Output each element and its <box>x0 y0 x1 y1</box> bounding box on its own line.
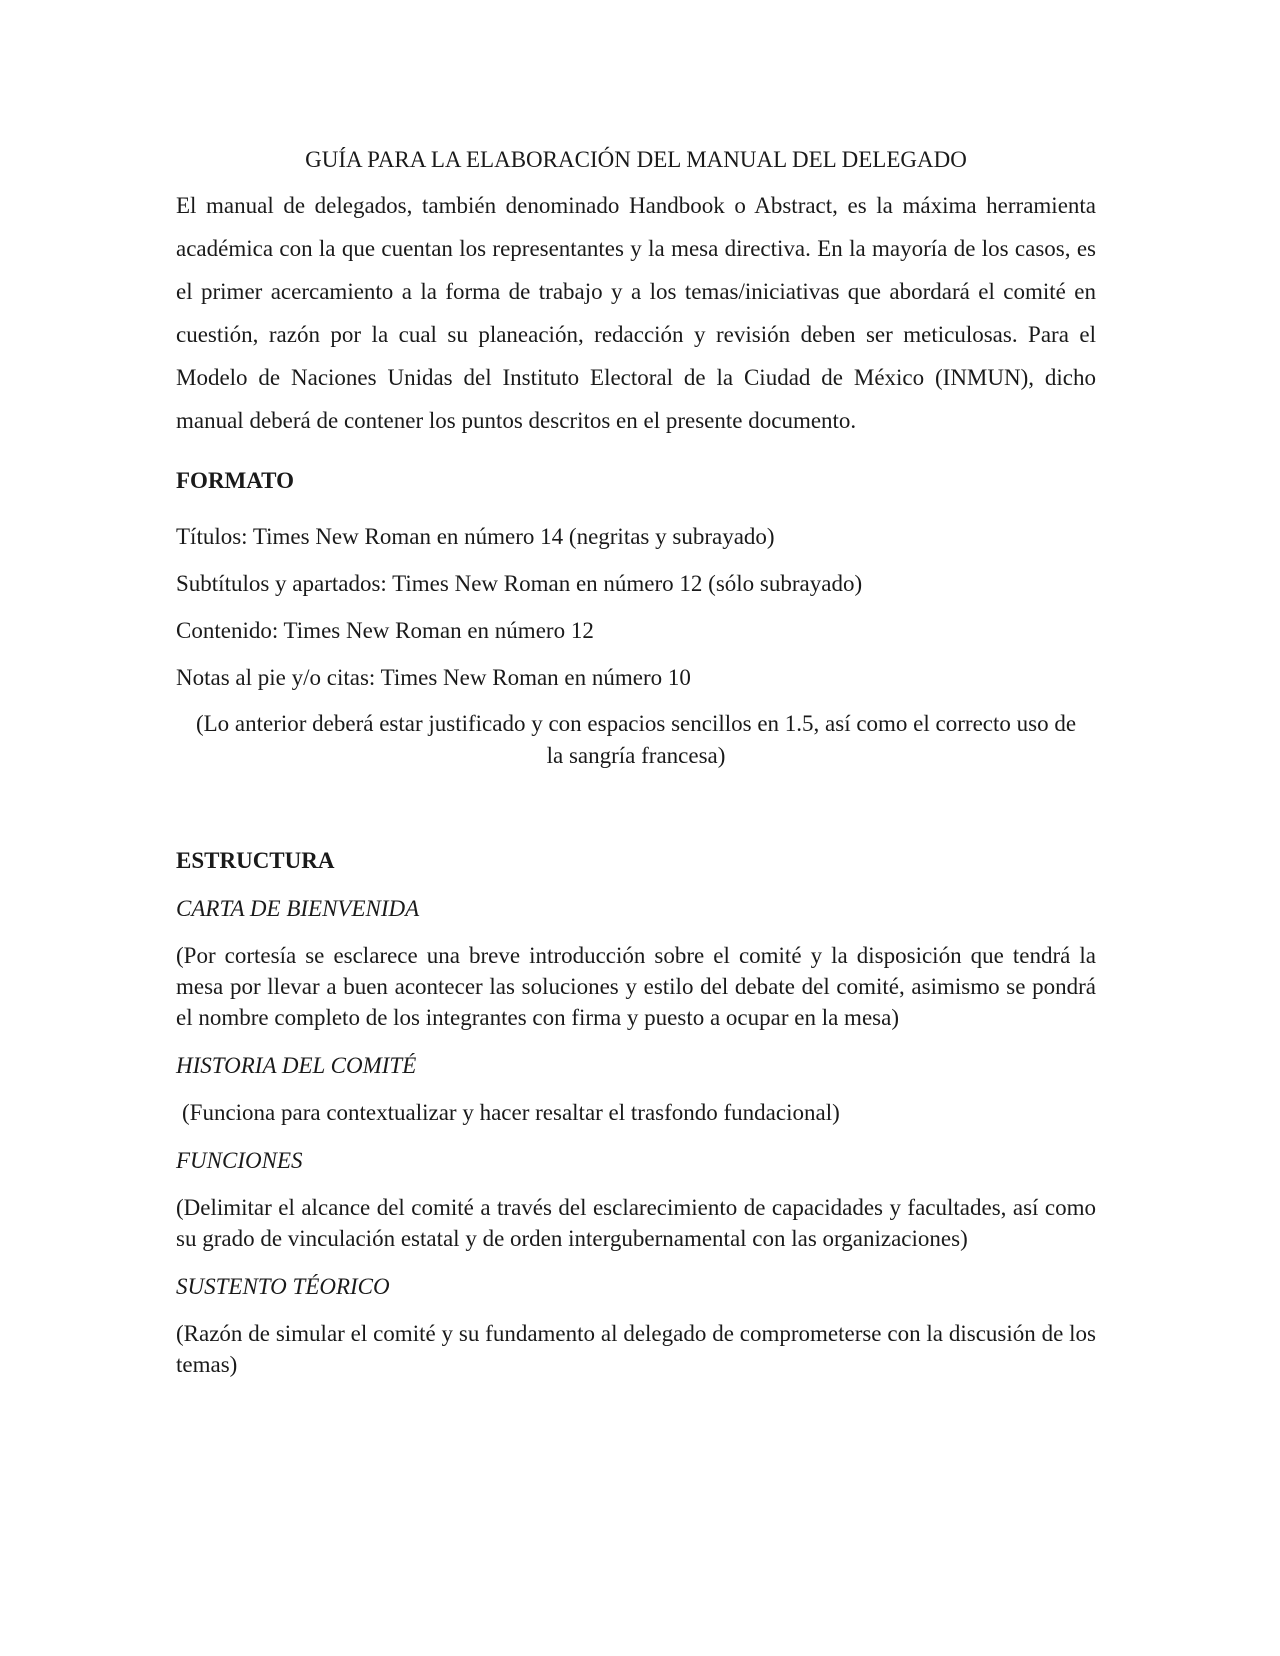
section-title-historia: HISTORIA DEL COMITÉ <box>176 1053 417 1078</box>
format-line-titulos: Títulos: Times New Roman en número 14 (negritas y subrayado) <box>176 524 775 549</box>
section-text-funciones: (Delimitar el alcance del comité a través del esclarecimiento de capacidades y facultades, así como su grado de vinculación estatal y de orden intergubernamental con las organizaciones) <box>176 1195 1096 1251</box>
section-title-funciones: FUNCIONES <box>176 1148 303 1173</box>
format-line-subtitulos: Subtítulos y apartados: Times New Roman en número 12 (sólo subrayado) <box>176 571 863 596</box>
estructura-heading: ESTRUCTURA <box>176 848 335 873</box>
section-text-historia: (Funciona para contextualizar y hacer resaltar el trasfondo fundacional) <box>182 1100 840 1125</box>
section-title-carta: CARTA DE BIENVENIDA <box>176 896 420 921</box>
document-title: GUÍA PARA LA ELABORACIÓN DEL MANUAL DEL DELEGADO <box>305 147 967 172</box>
format-line-contenido: Contenido: Times New Roman en número 12 <box>176 618 594 643</box>
page-content <box>176 142 1096 1380</box>
section-text-sustento: (Razón de simular el comité y su fundamento al delegado de comprometerse con la discusión de los temas) <box>176 1321 1096 1377</box>
section-title-sustento: SUSTENTO TÉORICO <box>176 1274 390 1299</box>
formato-heading: FORMATO <box>176 468 294 493</box>
format-note: (Lo anterior deberá estar justificado y con espacios sencillos en 1.5, así como el correcto uso de la sangría francesa) <box>195 711 1077 768</box>
format-line-notas: Notas al pie y/o citas: Times New Roman en número 10 <box>176 665 691 690</box>
section-text-carta: (Por cortesía se esclarece una breve introducción sobre el comité y la disposición que tendrá la mesa por llevar a buen acontecer las soluciones y estilo del debate del comité, asimismo se pondrá el nombre completo de los integrantes con firma y puesto a ocupar en la mesa) <box>176 943 1096 1030</box>
intro-paragraph: El manual de delegados, también denominado Handbook o Abstract, es la máxima herramienta académica con la que cuentan los representantes y la mesa directiva. En la mayoría de los casos, es el primer acercamiento a la forma de trabajo y a los temas/iniciativas que abordará el comité en cuestión, razón por la cual su planeación, redacción y revisión deben ser meticulosas. Para el Modelo de Naciones Unidas del Instituto Electoral de la Ciudad de México (INMUN), dicho manual deberá de contener los puntos descritos en el presente documento. <box>176 193 1096 433</box>
